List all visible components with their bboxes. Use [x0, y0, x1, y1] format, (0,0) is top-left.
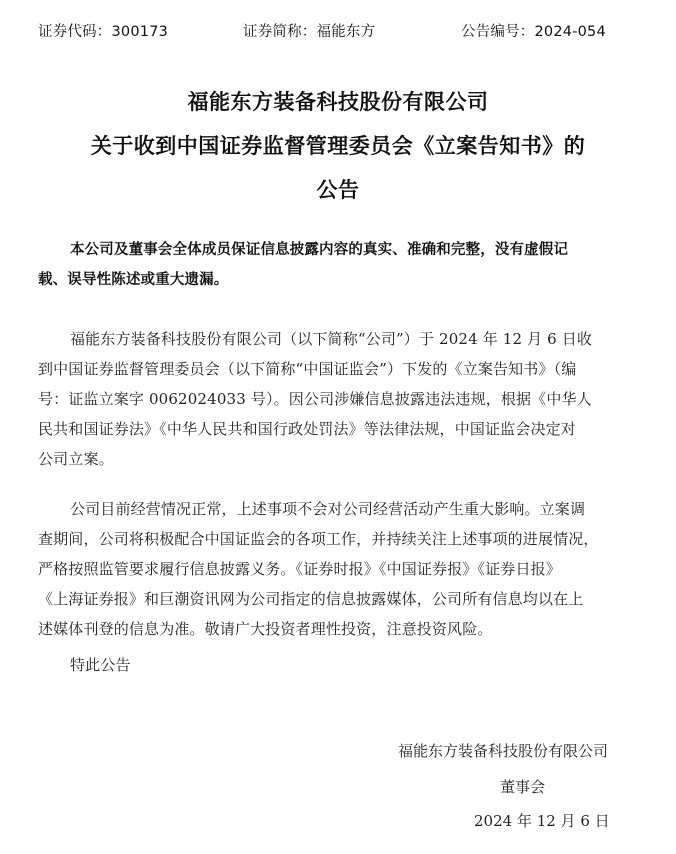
closing-text: 特此公告	[70, 656, 131, 674]
paragraph-line: 《上海证券报》和巨潮资讯网为公司指定的信息披露媒体，公司所有信息均以在上	[38, 590, 584, 608]
paragraph-line: 公司目前经营情况正常，上述事项不会对公司经营活动产生重大影响。立案调	[70, 500, 586, 518]
title-announcement: 公告	[316, 178, 360, 202]
title-company: 福能东方装备科技股份有限公司	[187, 90, 489, 114]
statement-line: 本公司及董事会全体成员保证信息披露内容的真实、准确和完整，没有虚假记	[70, 242, 569, 258]
statement-line: 载、误导性陈述或重大遗漏。	[38, 272, 229, 288]
signature-block	[0, 740, 676, 840]
body-paragraph-2	[38, 494, 638, 644]
stock-short-name: 证券简称：福能东方	[243, 24, 376, 40]
signature-company: 福能东方装备科技股份有限公司	[398, 742, 609, 760]
paragraph-line: 福能东方装备科技股份有限公司（以下简称“公司”）于 2024 年 12 月 6 日收	[70, 330, 593, 348]
body-paragraph-1	[38, 324, 638, 474]
paragraph-line: 到中国证券监督管理委员会（以下简称“中国证监会”）下发的《立案告知书》（编	[38, 360, 577, 378]
paragraph-line: 述媒体刊登的信息为准。敬请广大投资者理性投资，注意投资风险。	[38, 620, 493, 638]
paragraph-line: 民共和国证券法》《中华人民共和国行政处罚法》等法律法规，中国证监会决定对	[38, 420, 576, 438]
signature-board: 董事会	[500, 778, 546, 796]
document-title	[0, 84, 676, 216]
paragraph-line: 公司立案。	[38, 450, 114, 468]
closing-remark	[38, 650, 638, 680]
signature-date: 2024 年 12 月 6 日	[474, 812, 610, 830]
title-subject: 关于收到中国证券监督管理委员会《立案告知书》的	[90, 134, 586, 158]
paragraph-line: 号：证监立案字 0062024033 号）。因公司涉嫌信息披露违法违规，根据《中华人	[38, 390, 592, 408]
stock-code: 证券代码：300173	[38, 24, 169, 40]
paragraph-line: 严格按照监管要求履行信息披露义务。《证券时报》《中国证券报》《证券日报》	[38, 560, 561, 578]
announcement-number: 公告编号：2024-054	[461, 24, 606, 40]
board-statement	[38, 235, 638, 295]
paragraph-line: 查期间，公司将积极配合中国证监会的各项工作，并持续关注上述事项的进展情况，	[38, 530, 599, 548]
announcement-header	[38, 20, 648, 42]
